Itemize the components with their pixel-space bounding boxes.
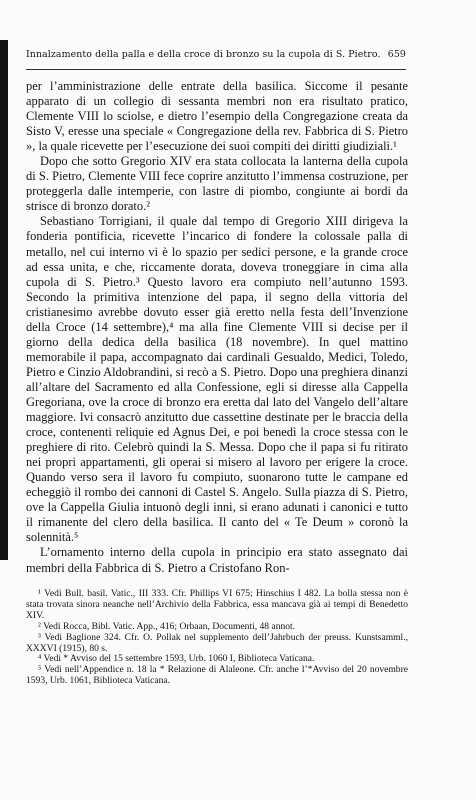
footnotes	[26, 589, 408, 687]
paragraph: Sebastiano Torrigiani, il quale dal tempo di Gregorio XIII dirigeva la fonderia pontificia, ricevette l’incarico di fondere la colossale palla di metallo, nel cui interno vi è lo spazio per sedici persone, e la grande croce ad essa unita, e che, riccamente dorata, doveva troneggiare in cima alla cupola di S. Pietro.³ Questo lavoro era compiuto nell’autunno 1593. Secondo la primitiva intenzione del papa, il segno della vittoria del cristianesimo avrebbe dovuto esser già eretto nella festa dell’Invenzione della Croce (14 settembre),⁴ ma alla fine Clemente VIII si decise per il giorno della dedica della basilica (18 novembre). In quel mattino memorabile il papa, accompagnato dai cardinali Gesualdo, Medici, Toledo, Pietro e Cinzio Aldobrandini, si recò a S. Pietro. Dopo una preghiera dinanzi all’altare del Sacramento ed alla Confessione, egli si diresse alla Cappella Gregoriana, ove la croce di bronzo era eretta dal lato del Vangelo dell’altare maggiore. Ivi consacrò anzitutto due cassettine destinate per le braccia della croce, contenenti reliquie ed Agnus Dei, e poi benedì la croce stessa con le preghiere di rito. Celebrò quindi la S. Messa. Dopo che il papa si fu ritirato nei propri appartamenti, gli operai si misero al lavoro per erigere la croce. Quando verso sera il lavoro fu compiuto, suonarono tutte le campane ed echeggiò il rombo dei cannoni di Castel S. Angelo. Sulla piazza di S. Pietro, ove la Cappella Giulia intuonò degli inni, si erano adunati i canonici e tutto il rimanente del clero della basilica. Il canto del « Te Deum » coronò la solennità.⁵	[26, 214, 408, 545]
footnote: ⁴ Vedi * Avviso del 15 settembre 1593, Urb. 1060 I, Biblioteca Vaticana.	[38, 653, 315, 665]
footnote: ³ Vedi Baglione 324. Cfr. O. Pollak nel supplemento dell’Jahrbuch der preuss. Kunstsamml., XXXVI (1915), 80 s.	[26, 631, 408, 654]
page-number: 659	[387, 49, 406, 60]
paragraph: L’ornamento interno della cupola in principio era stato assegnato dai membri della Fabbrica di S. Pietro a Cristofano Ron-	[26, 545, 408, 575]
footnote: ¹ Vedi Bull. basil. Vatic., III 333. Cfr. Phillips VI 675; Hinschius I 482. La bolla stessa non è stata trovata sinora neanche nell’Archivio della Fabbrica, essa mancava già ai tempi di Benedetto XIV.	[26, 588, 408, 621]
footnote: ² Vedi Rocca, Bibl. Vatic. App., 416; Orbaan, Documenti, 48 annot.	[38, 620, 296, 632]
paragraph: Dopo che sotto Gregorio XIV era stata collocata la lanterna della cupola di S. Pietro, Clemente VIII fece coprire anzitutto l’immensa costruzione, per proteggerla dalle intemperie, con lastre di piombo, congiunte ai bordi da strisce di bronzo dorato.²	[26, 154, 408, 214]
header-rule	[26, 69, 406, 70]
paragraph: per l’amministrazione delle entrate della basilica. Siccome il pesante apparato di un collegio di sessanta membri non era risultato pratico, Clemente VIII lo sciolse, e dietro l’esempio della Congregazione creata da Sisto V, eresse una speciale « Congregazione della rev. Fabbrica di S. Pietro », la quale ricevette per l’esecuzione dei suoi compiti dei diritti giudiziali.¹	[26, 79, 408, 154]
running-title: Innalzamento della palla e della croce di bronzo su la cupola di S. Pietro.	[26, 49, 381, 60]
binding-edge-shadow	[0, 40, 8, 560]
main-text	[26, 79, 408, 576]
running-head	[26, 49, 406, 61]
footnote: ⁵ Vedi nell’Appendice n. 18 la * Relazione di Alaleone. Cfr. anche l’*Avviso del 20 novembre 1593, Urb. 1061, Biblioteca Vaticana.	[26, 664, 408, 687]
